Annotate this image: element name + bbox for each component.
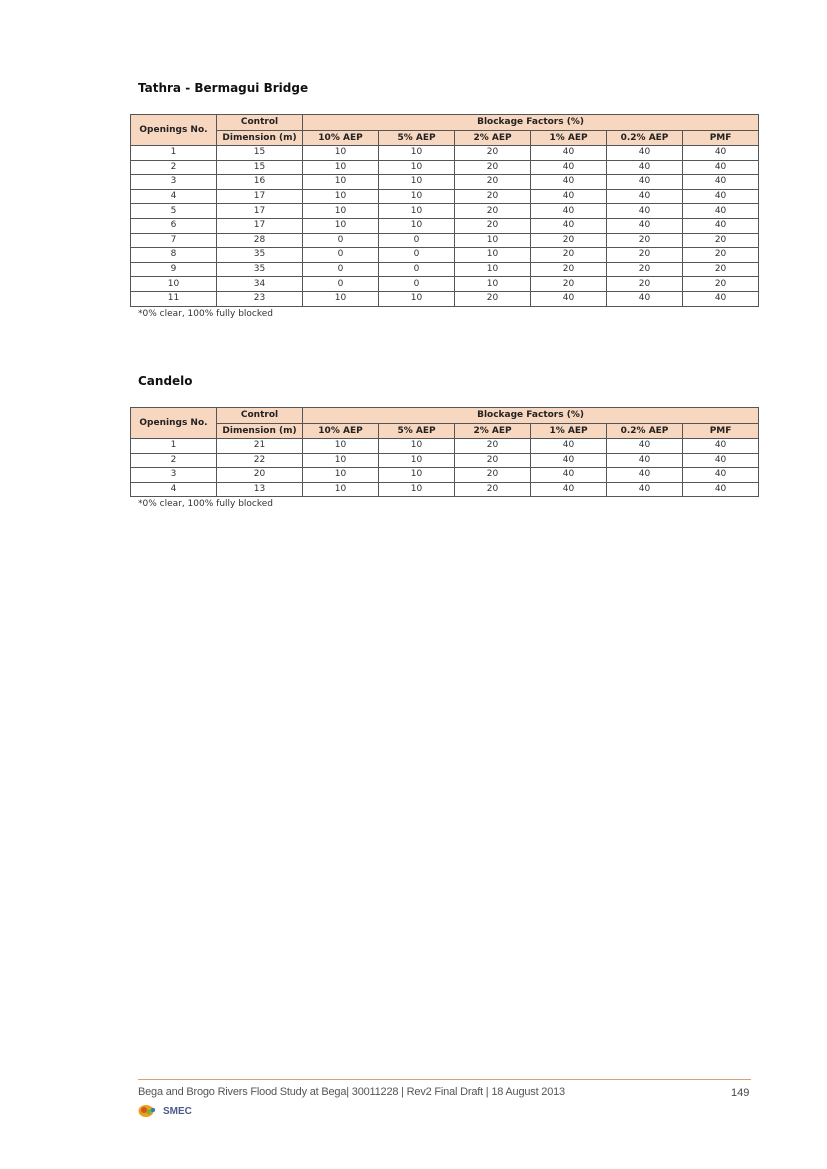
header-aep: 0.2% AEP [607,131,683,146]
table-row [131,160,759,175]
table-cell: 20 [683,262,759,277]
table-cell: 10 [303,291,379,306]
table-row [131,291,759,306]
table-cell: 10 [379,218,455,233]
table-cell: 0 [379,233,455,248]
table-cell: 40 [607,175,683,190]
table-cell: 10 [303,218,379,233]
table-cell: 10 [303,439,379,454]
page-number: 149 [731,1087,750,1099]
smec-logo [138,1103,192,1119]
table-cell: 20 [607,248,683,263]
header-aep: 10% AEP [303,131,379,146]
table-cell: 7 [131,233,217,248]
table-cell: 10 [379,453,455,468]
table-cell: 40 [531,175,607,190]
table-cell: 20 [607,262,683,277]
table-cell: 15 [217,146,303,161]
table-row [131,218,759,233]
table-cell: 10 [379,468,455,483]
table-cell: 10 [303,468,379,483]
table-cell: 0 [303,277,379,292]
table-cell: 40 [683,291,759,306]
table-cell: 40 [607,204,683,219]
table-cell: 40 [607,468,683,483]
table-cell: 20 [683,233,759,248]
blockage-factors-table [130,407,759,497]
table-row [131,262,759,277]
table-cell: 5 [131,204,217,219]
table-body [131,439,759,497]
table-cell: 40 [531,189,607,204]
table-cell: 40 [531,291,607,306]
table-cell: 40 [607,453,683,468]
table-cell: 13 [217,482,303,497]
table-cell: 10 [379,175,455,190]
table-cell: 20 [683,277,759,292]
table-cell: 35 [217,262,303,277]
footer-text: Bega and Brogo Rivers Flood Study at Bega| 30011228 | Rev2 Final Draft | 18 August 2013 [138,1086,565,1098]
table-cell: 10 [455,277,531,292]
table-cell: 10 [303,175,379,190]
table-row [131,175,759,190]
table-cell: 20 [531,262,607,277]
table-cell: 40 [531,160,607,175]
table-cell: 20 [455,291,531,306]
table-cell: 40 [531,204,607,219]
table-row [131,277,759,292]
section-title: Candelo [138,374,193,388]
table-cell: 40 [683,468,759,483]
header-aep: PMF [683,131,759,146]
table-body [131,146,759,307]
header-blockage-factors: Blockage Factors (%) [303,115,759,131]
table-cell: 40 [683,482,759,497]
table-cell: 10 [303,482,379,497]
header-aep: 5% AEP [379,131,455,146]
table-cell: 0 [379,277,455,292]
table-cell: 17 [217,189,303,204]
table-cell: 10 [303,160,379,175]
table-cell: 10 [455,262,531,277]
table-cell: 9 [131,262,217,277]
table-cell: 23 [217,291,303,306]
table-cell: 21 [217,439,303,454]
table-cell: 40 [607,218,683,233]
table-cell: 10 [303,453,379,468]
table-row [131,468,759,483]
footer-rule [138,1079,751,1080]
table-cell: 3 [131,468,217,483]
table-cell: 40 [683,204,759,219]
table-cell: 10 [379,482,455,497]
table-cell: 10 [379,189,455,204]
smec-logo-text: SMEC [163,1105,192,1117]
header-aep: 0.2% AEP [607,424,683,439]
header-control-line1: Control [217,115,303,131]
table-cell: 20 [217,468,303,483]
table-row [131,204,759,219]
table-cell: 40 [683,189,759,204]
table-cell: 0 [379,248,455,263]
table-cell: 40 [683,218,759,233]
table-row [131,146,759,161]
table-cell: 20 [607,277,683,292]
table-cell: 10 [455,248,531,263]
header-control-line2: Dimension (m) [217,424,303,439]
smec-logo-icon [138,1104,160,1118]
table-cell: 2 [131,160,217,175]
table-cell: 40 [683,439,759,454]
table-cell: 20 [455,146,531,161]
table-cell: 20 [455,468,531,483]
table-cell: 2 [131,453,217,468]
header-aep: 10% AEP [303,424,379,439]
table-cell: 20 [531,233,607,248]
table-cell: 40 [607,439,683,454]
table-note: *0% clear, 100% fully blocked [138,499,274,510]
table-cell: 1 [131,146,217,161]
header-aep: 5% AEP [379,424,455,439]
header-aep: 2% AEP [455,424,531,439]
table-cell: 40 [531,453,607,468]
section-tathra-bermagui-bridge [130,80,758,319]
table-cell: 1 [131,439,217,454]
table-cell: 35 [217,248,303,263]
header-aep: 1% AEP [531,424,607,439]
table-cell: 3 [131,175,217,190]
table-cell: 40 [683,453,759,468]
table-cell: 10 [303,146,379,161]
table-cell: 40 [607,291,683,306]
table-cell: 20 [455,482,531,497]
table-cell: 4 [131,482,217,497]
table-cell: 20 [455,453,531,468]
table-cell: 20 [607,233,683,248]
table-cell: 40 [607,482,683,497]
table-cell: 20 [455,160,531,175]
table-cell: 20 [531,248,607,263]
section-title: Tathra - Bermagui Bridge [138,81,309,95]
table-cell: 0 [379,262,455,277]
table-cell: 0 [303,248,379,263]
table-cell: 20 [455,189,531,204]
table-cell: 20 [683,248,759,263]
table-cell: 40 [531,146,607,161]
header-control-line1: Control [217,408,303,424]
table-cell: 10 [303,189,379,204]
table-cell: 40 [531,439,607,454]
table-cell: 40 [531,468,607,483]
table-cell: 0 [303,233,379,248]
table-cell: 4 [131,189,217,204]
table-cell: 40 [683,146,759,161]
table-cell: 40 [683,160,759,175]
table-note: *0% clear, 100% fully blocked [138,308,274,319]
table-cell: 10 [131,277,217,292]
table-cell: 34 [217,277,303,292]
table-row [131,453,759,468]
table-cell: 40 [531,218,607,233]
table-cell: 28 [217,233,303,248]
table-cell: 10 [379,204,455,219]
table-row [131,248,759,263]
table-cell: 20 [455,218,531,233]
header-aep: 1% AEP [531,131,607,146]
table-row [131,439,759,454]
table-cell: 0 [303,262,379,277]
table-cell: 16 [217,175,303,190]
table-cell: 10 [303,204,379,219]
header-aep: 2% AEP [455,131,531,146]
header-aep: PMF [683,424,759,439]
table-row [131,482,759,497]
table-cell: 20 [531,277,607,292]
table-cell: 10 [379,291,455,306]
section-candelo [130,373,758,509]
table-cell: 17 [217,204,303,219]
table-cell: 17 [217,218,303,233]
table-cell: 6 [131,218,217,233]
table-cell: 40 [607,189,683,204]
table-cell: 40 [683,175,759,190]
table-row [131,233,759,248]
header-openings: Openings No. [131,115,217,146]
table-cell: 40 [607,146,683,161]
table-cell: 20 [455,204,531,219]
table-cell: 10 [379,160,455,175]
header-control-line2: Dimension (m) [217,131,303,146]
table-cell: 10 [379,439,455,454]
table-cell: 40 [531,482,607,497]
table-cell: 20 [455,175,531,190]
table-cell: 10 [379,146,455,161]
table-cell: 8 [131,248,217,263]
header-openings: Openings No. [131,408,217,439]
table-cell: 40 [607,160,683,175]
table-cell: 15 [217,160,303,175]
blockage-factors-table [130,114,759,307]
table-cell: 22 [217,453,303,468]
table-cell: 11 [131,291,217,306]
table-cell: 20 [455,439,531,454]
header-blockage-factors: Blockage Factors (%) [303,408,759,424]
table-row [131,189,759,204]
table-cell: 10 [455,233,531,248]
